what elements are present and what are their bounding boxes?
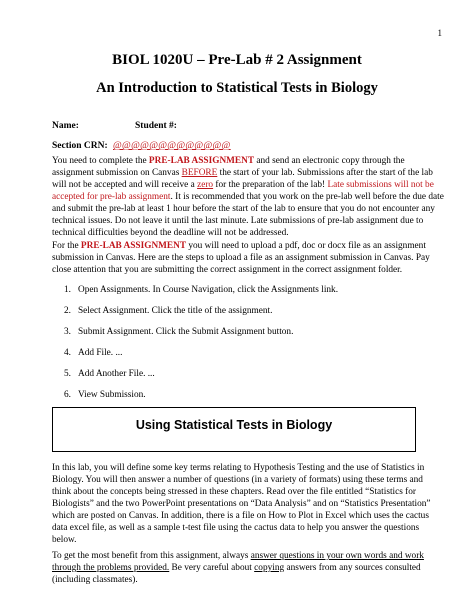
list-text: View Submission. (78, 390, 146, 400)
list-item (64, 390, 146, 400)
para3-line: In this lab, you will define some key terms relating to Hypothesis Testing and the use of Statistics in (52, 463, 425, 473)
para1-text: will not be accepted and will receive a (52, 180, 198, 190)
para1-line6: technical issues. Do not leave it until the last minute. Late submissions of pre-lab assignment due to (52, 216, 424, 226)
section-heading: Using Statistical Tests in Biology (135, 418, 333, 432)
page-number: 1 (437, 28, 442, 38)
student-number-label: Student #: (135, 121, 177, 131)
para1-text: You need to complete the (52, 156, 149, 166)
list-text: Add Another File. ... (78, 369, 155, 379)
list-number: 2. (64, 306, 71, 316)
list-number: 1. (64, 285, 71, 295)
para4-line1 (52, 551, 424, 561)
late-submission-warning: Late submissions will not be (327, 180, 434, 190)
para1-line5: and submit the pre-lab at least 1 hour before the start of the lab to ensure that you do not encounter any (52, 204, 435, 214)
copying-emphasis: copying (254, 563, 285, 573)
document-title: BIOL 1020U – Pre-Lab # 2 Assignment (112, 52, 362, 68)
para4-line2 (52, 563, 421, 573)
list-item (64, 348, 122, 358)
list-number: 5. (64, 369, 71, 379)
own-words-emphasis: through the problems provided. (52, 563, 170, 573)
para3-line: data excel file, as well as a sample t-test file using the cactus data to help you answer the questions (52, 523, 420, 533)
para1-line3 (52, 180, 434, 190)
para2-line1 (52, 241, 426, 251)
pre-lab-assignment-emphasis: PRE-LAB ASSIGNMENT (148, 156, 255, 166)
own-words-emphasis: answer questions in your own words and work (250, 551, 424, 561)
para1-line1 (52, 156, 405, 166)
para2-line2: submission in Canvas. Here are the steps to upload a file as an assignment submission in Canvas. Pay (52, 253, 430, 263)
late-submission-warning: accepted for pre-lab assignment (52, 192, 171, 202)
list-text: Open Assignments. In Course Navigation, click the Assignments link. (78, 285, 339, 295)
para1-text: the start of your lab. Submissions after the start of the lab (217, 168, 433, 178)
para4-text: To get the most benefit from this assignment, always (52, 551, 251, 561)
document-subtitle: An Introduction to Statistical Tests in Biology (96, 80, 378, 96)
para1-line7: technical difficulties beyond the deadline will not be addressed. (52, 228, 289, 238)
para2-line3: close attention that you are submitting the correct assignment in the correct assignment folder. (52, 265, 403, 275)
para3-line: below. (52, 535, 77, 545)
list-text: Select Assignment. Click the title of the assignment. (78, 306, 273, 316)
list-text: Submit Assignment. Click the Submit Assignment button. (78, 327, 294, 337)
para3-line: Biologists” and the two PowerPoint presentations on “Data Analysis” and on “Statistics Presentation” (52, 499, 431, 509)
para1-text: for the preparation of the lab! (213, 180, 328, 190)
list-item (64, 285, 338, 295)
list-text: Add File. ... (78, 348, 123, 358)
list-number: 6. (64, 390, 71, 400)
para3-line: Biology. You will then answer a number of questions (in a variety of formats) using these terms and (52, 475, 423, 485)
para4-text: Be very careful about (169, 563, 255, 573)
para1-text: assignment submission on Canvas (52, 168, 182, 178)
name-label: Name: (52, 121, 79, 131)
list-number: 4. (64, 348, 71, 358)
section-crn-value: @@@@@@@@@@@@@ (113, 141, 231, 151)
para2-text: For the (52, 241, 81, 251)
para3-line: think about the concepts being stressed in these chapters. Read over the file entitled “Statistics for (52, 487, 417, 497)
para3-line: which are posted on Canvas. In addition, there is a file on How to Plot in Excel which uses the cactus (52, 511, 429, 521)
list-item (64, 369, 155, 379)
zero-emphasis: zero (197, 180, 214, 190)
list-number: 3. (64, 327, 71, 337)
list-item (64, 306, 272, 316)
para4-text: answers from any sources consulted (284, 563, 421, 573)
para1-line4 (52, 192, 444, 202)
section-crn-label: Section CRN: (52, 141, 108, 151)
pre-lab-assignment-emphasis: PRE-LAB ASSIGNMENT (80, 241, 187, 251)
para1-text: . It is recommended that you work on the pre-lab well before the due date (170, 192, 444, 202)
before-emphasis: BEFORE (181, 168, 218, 178)
para1-line2 (52, 168, 433, 178)
para1-text: and send an electronic copy through the (254, 156, 405, 166)
section-heading-box (52, 407, 416, 452)
para2-text: you will need to upload a pdf, doc or docx file as an assignment (186, 241, 426, 251)
list-item (64, 327, 293, 337)
para4-line3: (including classmates). (52, 575, 138, 585)
